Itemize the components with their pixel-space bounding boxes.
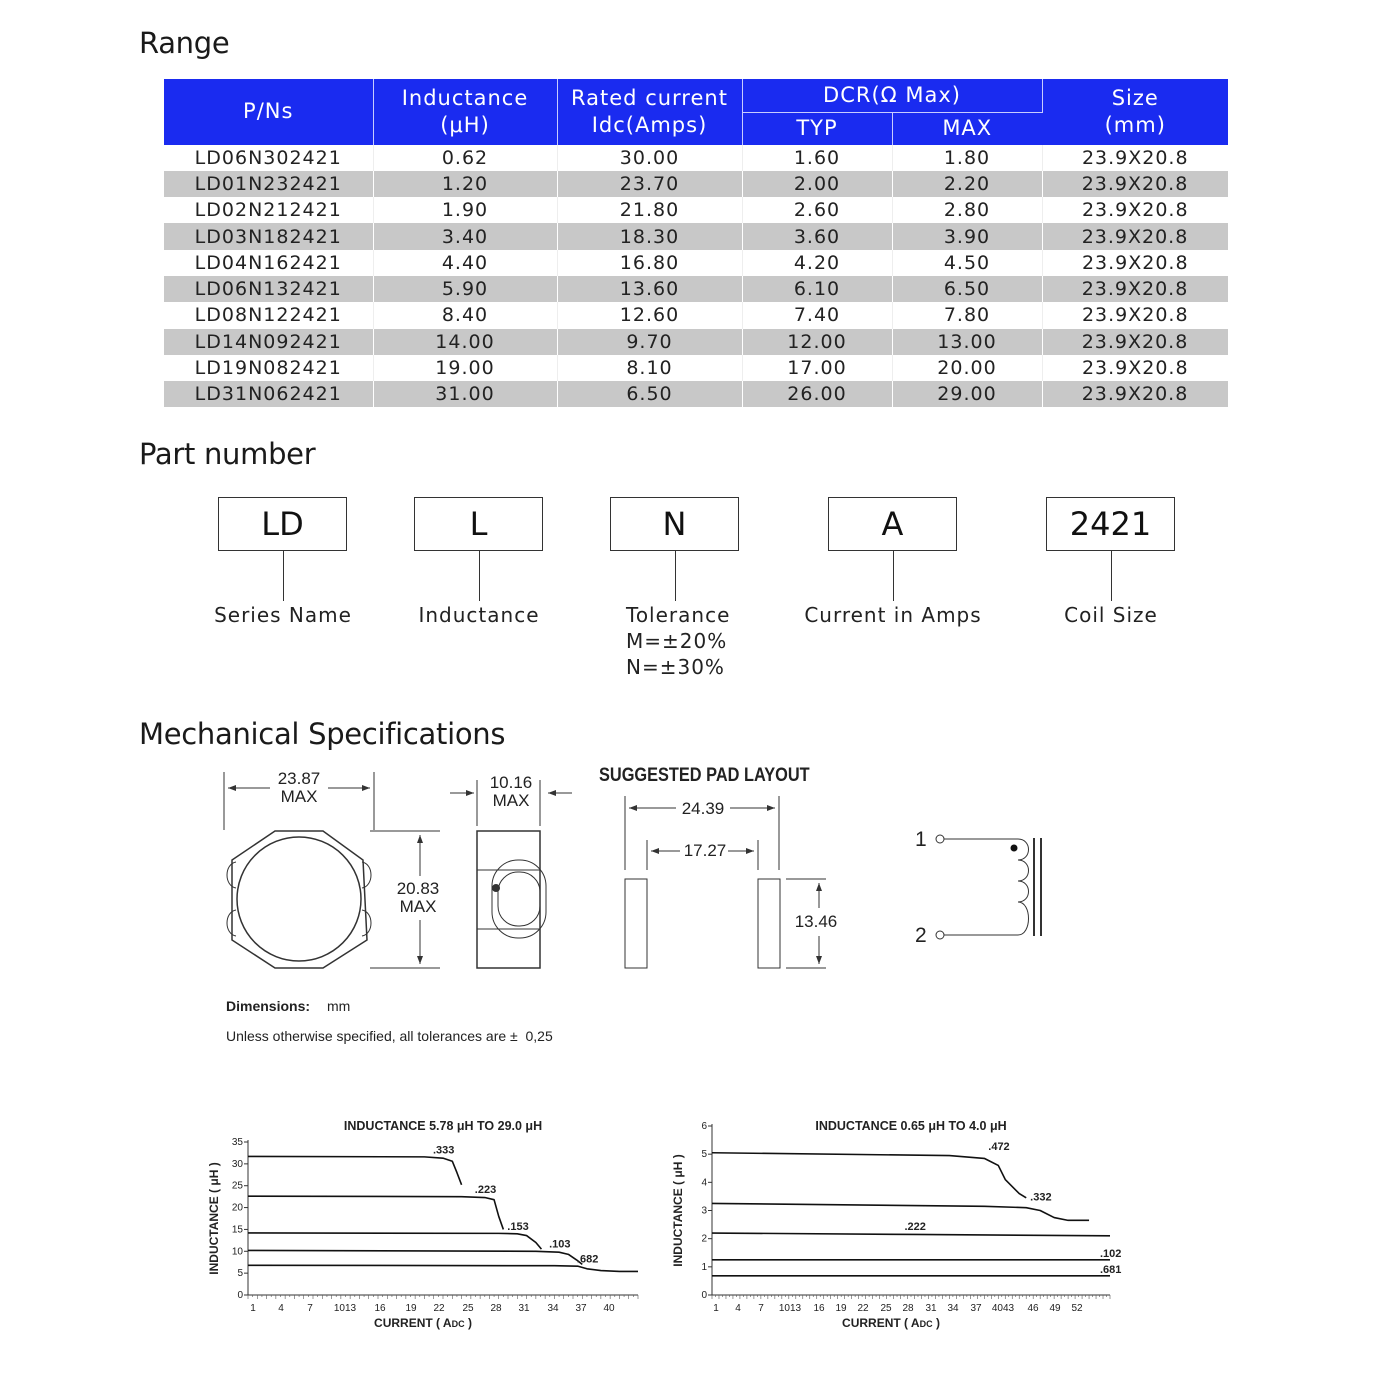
cell-inductance: 19.00 [373,355,557,381]
series-line [712,1233,1110,1236]
cell-dcr-typ: 7.40 [742,302,892,328]
tolerance-n: N=±30% [626,655,725,679]
cell-dcr-max: 1.80 [892,145,1042,171]
pn-connector-tolerance [675,551,676,601]
y-axis-label: INDUCTANCE ( μH ) [671,1154,685,1267]
x-tick-label: 1013 [778,1303,802,1314]
cell-inductance: 4.40 [373,250,557,276]
cell-inductance: 8.40 [373,302,557,328]
x-tick-label: 31 [518,1303,530,1314]
cell-inductance: 3.40 [373,223,557,249]
cell-inductance: 0.62 [373,145,557,171]
x-axis-label [374,1316,472,1330]
dimensions-label: Dimensions: [226,998,311,1014]
pad-left [625,879,647,968]
dimensions-unit: mm [327,998,351,1014]
pad-right [758,879,780,968]
pin1-label: 1 [915,828,927,851]
cell-dcr-typ: 12.00 [742,329,892,355]
cell-part-number: LD03N182421 [164,223,373,249]
cell-dcr-max: 29.00 [892,381,1042,407]
cell-part-number: LD06N302421 [164,145,373,171]
cell-size: 23.9X20.8 [1042,197,1228,223]
pn-box-series: LD [218,497,347,551]
cell-rated-current: 21.80 [557,197,742,223]
pn-box-tolerance: N [610,497,739,551]
cell-size: 23.9X20.8 [1042,276,1228,302]
section-title-part-number: Part number [139,437,316,471]
pad-height-label: 13.46 [794,912,838,931]
cell-rated-current: 12.60 [557,302,742,328]
cell-rated-current: 13.60 [557,276,742,302]
x-tick-label: 37 [575,1303,587,1314]
x-tick-label: 19 [405,1303,417,1314]
cell-size: 23.9X20.8 [1042,171,1228,197]
dim-height-label: 20.83 MAX [396,879,440,916]
x-tick-label: 1 [250,1303,256,1314]
x-tick-label: 16 [374,1303,386,1314]
chart-title: INDUCTANCE 5.78 μH TO 29.0 μH [343,1119,543,1133]
dim-width-label: 23.87 MAX [277,769,321,806]
x-tick-label: 34 [547,1303,559,1314]
pin2-terminal [936,931,944,939]
pad-inner-label: 17.27 [683,841,727,860]
x-tick-label: 46 [1027,1303,1039,1314]
cell-part-number: LD02N212421 [164,197,373,223]
series-line [248,1250,582,1264]
table-row [164,355,1228,381]
series-line [248,1156,462,1184]
range-table [164,79,1229,407]
x-tick-label: 28 [902,1303,914,1314]
cell-rated-current: 30.00 [557,145,742,171]
y-tick-label: 2 [701,1233,707,1245]
cell-rated-current: 23.70 [557,171,742,197]
table-row [164,223,1228,249]
table-row [164,145,1228,171]
series-line [248,1233,541,1249]
x-axis-label-sub: DC [919,1319,933,1329]
series-label: .681 [1100,1263,1122,1276]
section-title-mechanical: Mechanical Specifications [139,717,506,751]
cell-dcr-max: 13.00 [892,329,1042,355]
cell-dcr-max: 20.00 [892,355,1042,381]
x-axis-label-main: CURRENT ( A [374,1316,452,1330]
pn-connector-series [283,551,284,601]
pin1-terminal [936,835,944,843]
cell-size: 23.9X20.8 [1042,302,1228,328]
cell-part-number: LD04N162421 [164,250,373,276]
x-tick-label: 7 [758,1303,764,1314]
y-tick-label: 10 [231,1246,243,1258]
cell-size: 23.9X20.8 [1042,223,1228,249]
table-row [164,381,1228,407]
cell-inductance: 31.00 [373,381,557,407]
cell-dcr-typ: 26.00 [742,381,892,407]
x-tick-label: 25 [880,1303,892,1314]
x-axis-label-end: ) [464,1316,472,1330]
cell-rated-current: 9.70 [557,329,742,355]
x-tick-label: 16 [813,1303,825,1314]
y-tick-label: 20 [231,1202,243,1214]
table-row [164,276,1228,302]
chart-inductance-low [670,1110,1130,1340]
cell-dcr-typ: 6.10 [742,276,892,302]
series-label: .222 [904,1221,926,1234]
cell-dcr-typ: 2.00 [742,171,892,197]
cell-dcr-typ: 17.00 [742,355,892,381]
pn-label-tolerance: Tolerance M=±20% N=±30% [626,603,731,679]
y-tick-label: 5 [701,1149,707,1161]
table-row [164,302,1228,328]
tolerance-note: Unless otherwise specified, all tolerances are ± 0,25 [226,1028,553,1044]
cell-size: 23.9X20.8 [1042,250,1228,276]
x-tick-label: 4 [278,1303,284,1314]
table-row [164,197,1228,223]
pn-connector-inductance [479,551,480,601]
x-tick-label: 49 [1049,1303,1061,1314]
y-tick-label: 0 [701,1290,707,1301]
cell-inductance: 1.20 [373,171,557,197]
x-tick-label: 34 [947,1303,959,1314]
x-tick-label: 37 [970,1303,982,1314]
cell-dcr-typ: 3.60 [742,223,892,249]
cell-size: 23.9X20.8 [1042,355,1228,381]
pn-box-inductance: L [414,497,543,551]
cell-rated-current: 16.80 [557,250,742,276]
cell-dcr-max: 2.20 [892,171,1042,197]
y-tick-label: 1 [701,1261,707,1273]
y-tick-label: 0 [237,1290,243,1301]
series-label: .472 [988,1140,1010,1153]
section-title-range: Range [139,26,230,60]
cell-size: 23.9X20.8 [1042,329,1228,355]
x-axis-label-end: ) [932,1316,940,1330]
header-dcr-max: MAX [892,112,1042,145]
x-tick-label: 28 [490,1303,502,1314]
cell-inductance: 14.00 [373,329,557,355]
cell-dcr-typ: 2.60 [742,197,892,223]
x-tick-label: 22 [857,1303,869,1314]
series-label: .153 [507,1220,529,1233]
cell-dcr-max: 3.90 [892,223,1042,249]
x-tick-label: 1013 [333,1303,357,1314]
x-tick-label: 31 [925,1303,937,1314]
x-tick-label: 7 [307,1303,313,1314]
y-tick-label: 4 [701,1177,707,1189]
header-dcr: DCR(Ω Max) [742,79,1042,112]
x-tick-label: 19 [835,1303,847,1314]
cell-part-number: LD01N232421 [164,171,373,197]
pn-connector-coil-size [1111,551,1112,601]
series-label: .103 [549,1238,571,1251]
cell-part-number: LD19N082421 [164,355,373,381]
series-label: .333 [433,1144,455,1157]
header-inductance: Inductance (μH) [373,79,557,145]
y-axis-label: INDUCTANCE ( μH ) [207,1162,221,1275]
pad-layout-title: SUGGESTED PAD LAYOUT [599,765,810,786]
table-row [164,171,1228,197]
series-line [248,1265,638,1271]
y-tick-label: 3 [701,1205,707,1217]
range-table-body [164,145,1228,408]
tolerance-m: M=±20% [626,629,728,653]
table-row [164,250,1228,276]
chart-title: INDUCTANCE 0.65 μH TO 4.0 μH [815,1119,1007,1133]
series-line [712,1153,1026,1198]
header-rated-current: Rated current Idc(Amps) [557,79,742,145]
cell-part-number: LD14N092421 [164,329,373,355]
table-row [164,329,1228,355]
cell-inductance: 1.90 [373,197,557,223]
y-tick-label: 30 [231,1158,243,1170]
x-tick-label: 4 [735,1303,741,1314]
inductor-core [237,837,361,961]
cell-rated-current: 8.10 [557,355,742,381]
inductor-body-side [477,831,540,968]
series-line [712,1203,1089,1220]
header-pns: P/Ns [164,79,373,145]
cell-dcr-max: 4.50 [892,250,1042,276]
pn-box-coil-size: 2421 [1046,497,1175,551]
x-tick-label: 4043 [991,1303,1015,1314]
cell-dcr-typ: 1.60 [742,145,892,171]
series-line [248,1196,503,1229]
coil-symbol [1018,839,1029,935]
cell-dcr-max: 6.50 [892,276,1042,302]
cell-inductance: 5.90 [373,276,557,302]
x-tick-label: 52 [1071,1303,1083,1314]
cell-dcr-max: 7.80 [892,302,1042,328]
pn-label-coil-size: Coil Size [1064,603,1158,627]
pad-outer-label: 24.39 [681,799,725,818]
cell-part-number: LD06N132421 [164,276,373,302]
y-tick-label: 25 [231,1180,243,1192]
y-tick-label: 6 [701,1121,707,1132]
x-tick-label: 1 [713,1303,719,1314]
series-label: .682 [576,1253,599,1266]
cell-dcr-max: 2.80 [892,197,1042,223]
pn-connector-current [893,551,894,601]
y-tick-label: 35 [231,1137,243,1148]
pn-label-current: Current in Amps [804,603,982,627]
cell-rated-current: 6.50 [557,381,742,407]
chart-inductance-high [195,1110,655,1340]
y-tick-label: 15 [231,1224,243,1236]
x-axis-label-sub: DC [451,1319,465,1329]
series-label: .223 [474,1184,497,1197]
x-axis-label [842,1316,940,1330]
header-dcr-typ: TYP [742,112,892,145]
pn-box-current: A [828,497,957,551]
cell-size: 23.9X20.8 [1042,381,1228,407]
series-label: .102 [1100,1247,1122,1260]
cell-rated-current: 18.30 [557,223,742,249]
x-axis-label-main: CURRENT ( A [842,1316,920,1330]
pn-label-series: Series Name [214,603,352,627]
series-label: .332 [1030,1191,1052,1204]
cell-part-number: LD31N062421 [164,381,373,407]
x-tick-label: 40 [603,1303,615,1314]
header-size: Size (mm) [1042,79,1228,145]
cell-part-number: LD08N122421 [164,302,373,328]
cell-size: 23.9X20.8 [1042,145,1228,171]
pin2-label: 2 [915,924,927,947]
cell-dcr-typ: 4.20 [742,250,892,276]
pn-label-inductance: Inductance [418,603,540,627]
x-tick-label: 22 [433,1303,445,1314]
dim-depth-label: 10.16 MAX [489,773,533,810]
x-tick-label: 25 [462,1303,474,1314]
inductor-body-top [232,831,367,968]
y-tick-label: 5 [237,1268,243,1280]
